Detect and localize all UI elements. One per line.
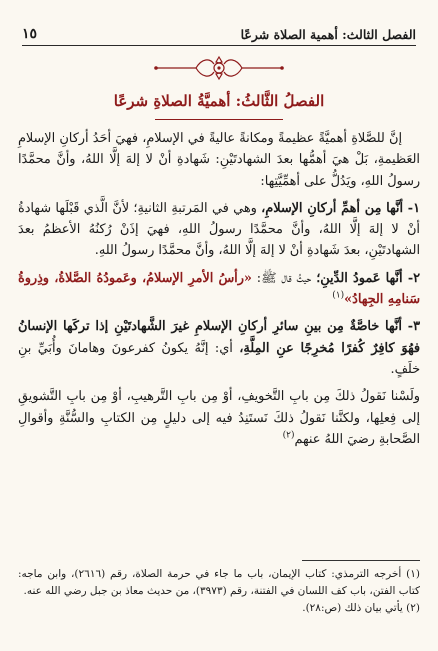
- footnotes: [18, 566, 420, 617]
- floral-ornament-icon: [152, 54, 286, 82]
- point-1: [18, 198, 420, 262]
- closing-text: ولَسْنا نَقولُ ذلكَ مِن بابِ التَّخويفِ، أوْ مِن بابِ التَّرهيبِ، أوْ مِن بابِ التَّشويقِ إلى فِعلِها، ولكنَّنا نَقولُ ذلكَ نَستَنِدُ فيه إلى دليلٍ مِن الكتابِ والسُّنَّةِ وأقوالِ الصَّحابةِ رضيَ اللهُ عنهم: [18, 389, 420, 447]
- footnote-separator: [302, 560, 420, 561]
- point-2-lead: ٢- أنَّها عَمودُ الدِّينِ؛: [316, 270, 421, 286]
- point-1-lead: ١- أنَّها مِن أهمِّ أركانِ الإسلامِ،: [261, 200, 420, 216]
- intro-paragraph: إنَّ للصَّلاةِ أهميَّةً عظيمةً ومكانةً عاليةً في الإسلامِ، فهيَ أحَدُ أركانِ الإسلامِ العَظيمةِ، بَلْ هيَ أهمُّها بعدَ الشهادتَيْنِ: شَهادةِ أنْ لا إلهَ إلَّا اللهُ، وأنَّ محمَّدًا رسولُ اللهِ، ويَدُلُّ على أهمِّيَّتِها:: [18, 131, 420, 189]
- footnote-ref-1[interactable]: (١): [332, 290, 345, 301]
- body-text: [18, 128, 420, 450]
- point-2-text: حيثُ قال ﷺ:: [251, 270, 317, 286]
- footnote-1: (١) أخرجه الترمذي: كتاب الإيمان، باب ما جاء في حرمة الصلاة، رقم (٢٦١٦)، وابن ماجه: كتاب الفتن، باب كف اللسان في الفتنة، رقم (٣٩٧٣)، من حديث معاذ بن جبل رضي الله عنه.: [18, 568, 420, 597]
- point-3-lead: ٣- أنَّها خاصَّةٌ مِن بينِ سائرِ أركانِ الإسلامِ غيرَ الشَّهادتَيْنِ إذا تركَها الإنسانُ فهُوَ كافِرٌ كُفرًا مُخرِجًا عنِ المِلَّةِ،: [18, 319, 420, 356]
- running-header: [22, 20, 416, 46]
- footnote-ref-2[interactable]: (٢): [282, 430, 295, 441]
- point-2: [18, 268, 420, 311]
- chapter-running-title: الفصل الثالث: أهمية الصلاة شرعًا: [240, 27, 416, 42]
- point-3-text: أي: إنَّهُ يكونُ كفرعونَ وهامانَ وأُبَيِّ بنِ خلَفٍ.: [18, 340, 420, 377]
- closing-paragraph: [18, 386, 420, 450]
- chapter-title: الفصلُ الثَّالثُ: أهميَّةُ الصلاةِ شرعًا: [113, 92, 325, 110]
- point-1-text: وهي في المَرتبةِ الثانيةِ؛ لأنَّ الَّذي قَبْلَها شهادةُ أنْ لا إلهَ إلَّا اللهُ، وأنَّ محمَّدًا رسولُ اللهِ، فهيَ إذَنْ رُكنُهُ الأعظمُ بعدَ الشهادتَيْنِ، بعدَ شَهادةِ أنْ لا إلهَ إلَّا اللهُ، وأنَّ محمَّدًا رسولُ اللهِ.: [18, 200, 420, 259]
- footnote-2: (٢) يأتي بيان ذلك (ص:٢٨).: [302, 602, 420, 614]
- page-number: ١٥: [22, 26, 38, 42]
- title-underline: [155, 119, 283, 120]
- hadith-quote: «رأسُ الأمرِ الإسلامُ، وعَمودُهُ الصَّلاةُ، وذِروةُ سَنامِهِ الجِهادُ»: [18, 270, 420, 308]
- point-3: [18, 316, 420, 380]
